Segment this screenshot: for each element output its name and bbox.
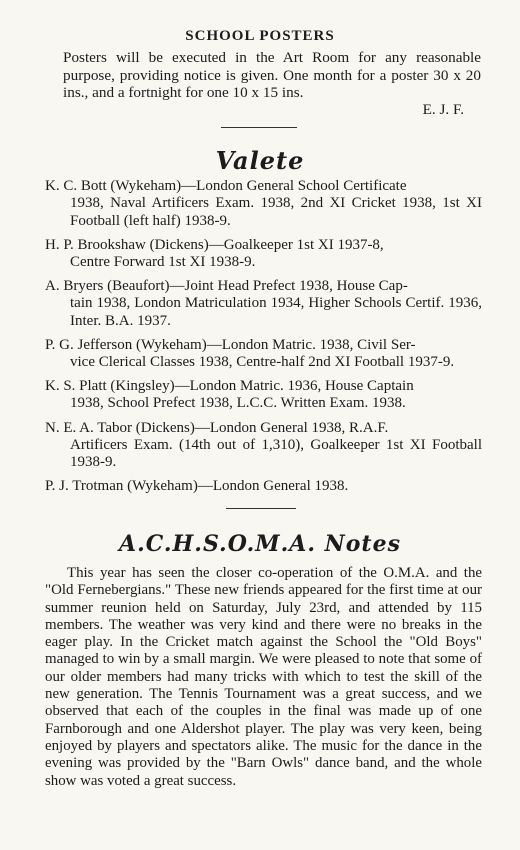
valete-entry-continuation: Centre Forward 1st XI 1938-9. [70, 253, 256, 270]
valete-entry-continuation: 1938, School Prefect 1938, L.C.C. Written Exam. 1938. [70, 395, 406, 412]
valete-entry [45, 478, 482, 495]
valete-entry-first-line: P. G. Jefferson (Wykeham)—London Matric. 1938, Civil Ser- [45, 336, 416, 353]
valete-entry [45, 378, 482, 413]
school-posters-text: Posters will be executed in the Art Room for any reasonable purpose, providing notice is given. One month for a poster 30 x 20 ins., and a fortnight for one 10 x 15 ins. [63, 49, 481, 101]
valete-entry-continuation: tain 1938, London Matriculation 1934, Higher Schools Certif. 1936, Inter. B.A. 1937. [70, 295, 482, 329]
valete-entry [45, 420, 482, 472]
valete-entry [45, 278, 482, 330]
oma-notes-heading: A.C.H.S.O.M.A. Notes [119, 531, 401, 557]
valete-entry-continuation: vice Clerical Classes 1938, Centre-half 2nd XI Football 1937-9. [70, 354, 455, 371]
valete-entry-first-line: P. J. Trotman (Wykeham)—London General 1938. [45, 478, 349, 495]
valete-heading: Valete [215, 146, 305, 175]
valete-entry-first-line: H. P. Brookshaw (Dickens)—Goalkeeper 1st XI 1937-8, [45, 236, 384, 253]
valete-entry [45, 337, 482, 372]
valete-entry-first-line: A. Bryers (Beaufort)—Joint Head Prefect 1938, House Cap- [45, 278, 408, 295]
posters-signature: E. J. F. [422, 101, 464, 118]
school-posters-title: SCHOOL POSTERS [185, 28, 335, 44]
divider-1 [221, 127, 297, 128]
valete-entry-first-line: N. E. A. Tabor (Dickens)—London General 1938, R.A.F. [45, 419, 389, 436]
divider-2 [226, 508, 296, 509]
valete-entry-continuation: 1938, Naval Artificers Exam. 1938, 2nd XI Cricket 1938, 1st XI Football (left half) 1938-9. [70, 195, 482, 229]
valete-entry-continuation: Artificers Exam. (14th out of 1,310), Goalkeeper 1st XI Football 1938-9. [70, 436, 482, 471]
valete-entry-first-line: K. S. Platt (Kingsley)—London Matric. 1936, House Captain [45, 378, 414, 395]
valete-entry-first-line: K. C. Bott (Wykeham)—London General School Certificate [45, 178, 407, 194]
oma-notes-text: This year has seen the closer co-operation of the O.M.A. and the "Old Fernebergians." These new friends appeared for the first time at our summer reunion held on Saturday, July 23rd, and attended by 115 members. The weather was very kind and there were no breaks in the eager play. In the Cricket match against the School the "Old Boys" managed to win by a small margin. We were pleased to note that some of our older members had many tricks with which to test the skill of the new generation. The Tennis Tournament was a great success, and we observed that each of the couples in the final was made up of one Farnborough and one Aldershot player. The play was very keen, being enjoyed by players and spectators alike. The music for the dance in the evening was provided by the "Barn Owls" dance band, and the whole show was voted a great success. [45, 565, 482, 789]
valete-list [45, 178, 482, 502]
valete-entry [45, 237, 482, 272]
valete-entry [45, 178, 482, 230]
